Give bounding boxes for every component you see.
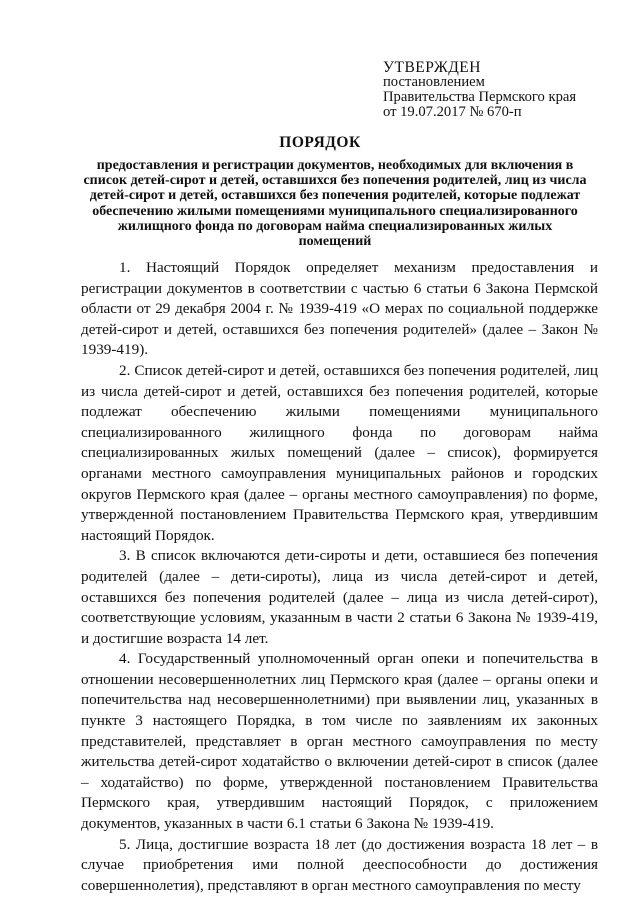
approval-line: Правительства Пермского края [383, 89, 577, 105]
approval-heading: УТВЕРЖДЕН [383, 59, 481, 76]
document-title: ПОРЯДОК [279, 134, 361, 151]
approval-stamp [383, 60, 623, 120]
document-subtitle: предоставления и регистрации документов, необходимых для включения в список детей-сирот и детей, оставшихся без попечения родителей, лиц из числа детей-сирот и детей, оставшихся без попечения родителей, которые подлежат обеспечению жилыми помещениями муниципального специализированного жилищного фонда по договорам найма специализированных жилых помещений [83, 158, 587, 250]
approval-date-number: от 19.07.2017 № 670-п [383, 104, 522, 120]
paragraph-4: 4. Государственный уполномоченный орган опеки и попечительства в отношении несовершеннолетних лиц Пермского края (далее – органы опеки и попечительства над несовершеннолетними) при выявлении лиц, указанных в пункте 3 настоящего Порядка, в том числе по заявлениям их законных представителей, представляет в орган местного самоуправления по месту жительства детей-сирот ходатайство о включении детей-сирот в список (далее – ходатайство) по форме, утвержденной постановлением Правительства Пермского края, утвердившим настоящий Порядок, с приложением документов, указанных в части 6.1 статьи 6 Закона № 1939-419. [81, 650, 598, 833]
paragraph-3: 3. В список включаются дети-сироты и дети, оставшиеся без попечения родителей (далее – дети-сироты), лица из числа детей-сирот и детей, оставшихся без попечения родителей (далее – лица из числа детей-сирот), соответствующие условиям, указанным в части 2 статьи 6 Закона № 1939-419, и достигшие возраста 14 лет. [81, 547, 598, 647]
approval-line: постановлением [383, 74, 485, 90]
document-body [81, 258, 598, 896]
paragraph-1: 1. Настоящий Порядок определяет механизм предоставления и регистрации документов в соответствии с частью 6 статьи 6 Закона Пермской области от 29 декабря 2004 г. № 1939-419 «О мерах по социальной поддержке детей-сирот и детей, оставшихся без попечения родителей» (далее – Закон № 1939-419). [81, 259, 598, 359]
paragraph-5: 5. Лица, достигшие возраста 18 лет (до достижения возраста 18 лет – в случае приобретения ими полной дееспособности до достижения совершеннолетия), представляют в орган местного самоуправления по месту [81, 835, 598, 894]
paragraph-2: 2. Список детей-сирот и детей, оставшихся без попечения родителей, лиц из числа детей-сирот и детей, оставшихся без попечения родителей, которые подлежат обеспечению жилыми помещениями муниципального специализированного жилищного фонда по договорам найма специализированных жилых помещений (далее – список), формируется органами местного самоуправления муниципальных районов и городских округов Пермского края (далее – органы местного самоуправления) по форме, утвержденной постановлением Правительства Пермского края, утвердившим настоящий Порядок. [81, 361, 598, 544]
